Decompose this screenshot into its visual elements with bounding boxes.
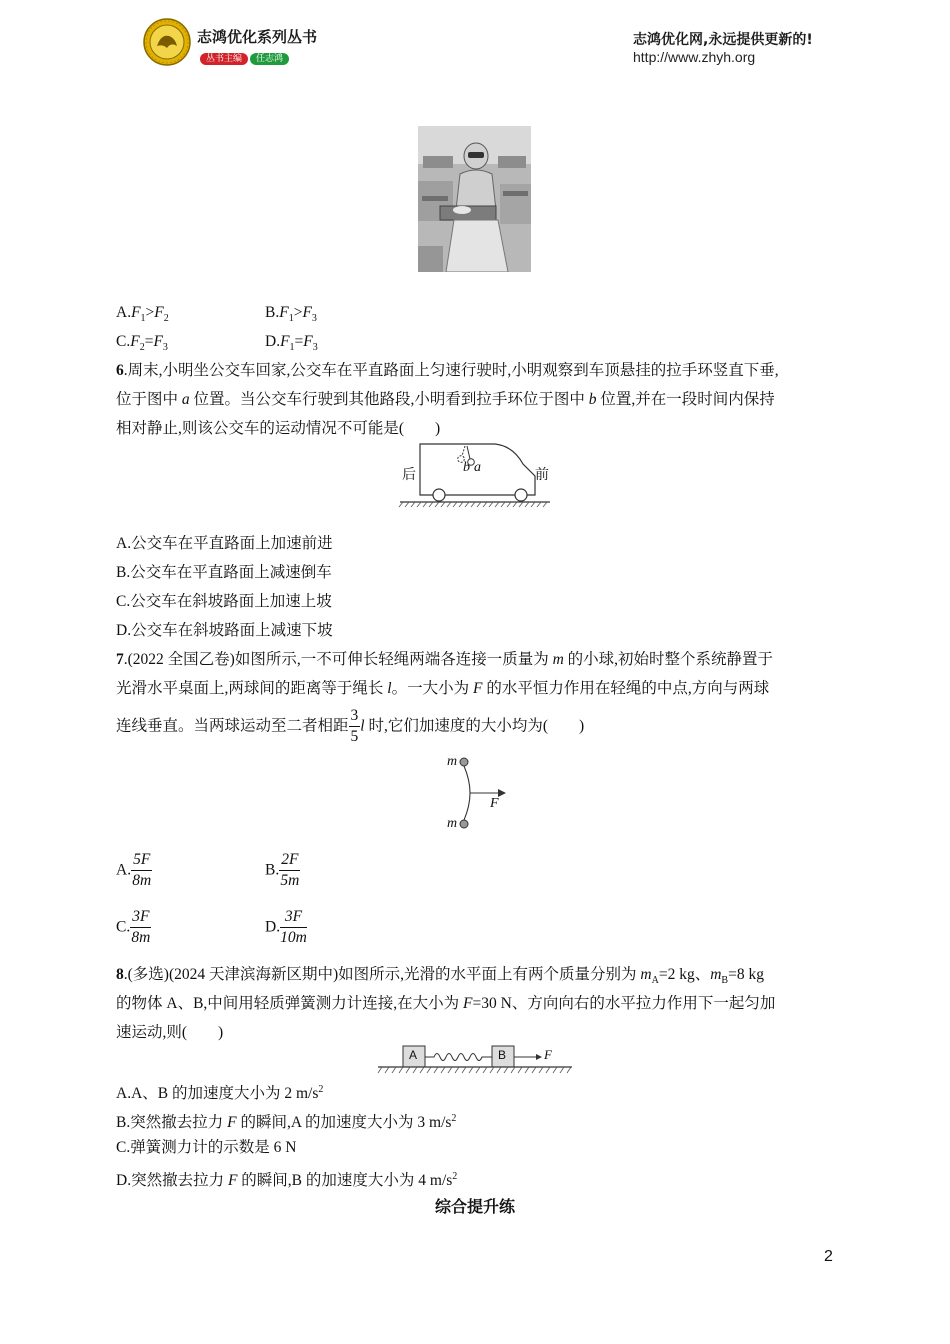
editor-pill: 丛书主编 (200, 53, 248, 65)
fraction-three-fifths: $\frac{3}{5}$ (350, 707, 359, 745)
q6-bus-diagram (395, 440, 555, 508)
q7-rope-diagram (440, 754, 520, 834)
q8-option-c[interactable]: C.弹簧测力计的示数是 6 N (116, 1139, 297, 1156)
q7-stem-line-3: 连线垂直。当两球运动至二者相距 $\frac{3}{5}$ l 时,它们加速度的大小均为( ) (116, 707, 585, 745)
strap-a (467, 446, 470, 459)
q5-option-a[interactable]: $A.F_1>F_2$ (116, 304, 169, 325)
q8-stem-line-2: 的物体 A、B,中间用轻质弹簧测力计连接,在大小为 F=30 N、方向向右的水平拉力作用下一起匀加 (116, 995, 776, 1012)
force-label: F (544, 1047, 552, 1062)
q6-stem-line-3: 相对静止,则该公交车的运动情况不可能是( ) (116, 420, 441, 437)
q5-option-c[interactable]: $C.F_2=F_3$ (116, 333, 168, 354)
q8-stem-line-1: 8.(多选)(2024 天津滨海新区期中)如图所示,光滑的水平面上有两个质量分别为 $m_A=2$ kg、$m_B=8$ kg (116, 966, 764, 987)
label-m-top: m (447, 754, 458, 769)
label-front: 前 (535, 468, 549, 483)
label-m-bottom: m (447, 816, 458, 831)
q6-option-d[interactable]: D.公交车在斜坡路面上减速下坡 (116, 622, 333, 639)
q6-stem-line-2: 位于图中 a 位置。当公交车行驶到其他路段,小明看到拉手环位于图中 b 位置,并在一段时间内保持 (116, 391, 775, 408)
publisher-seal-icon (143, 18, 191, 66)
q8-option-a[interactable]: A.A、B 的加速度大小为 2 $m/s^2$ (116, 1084, 324, 1103)
site-url[interactable]: http://www.zhyh.org (633, 49, 756, 65)
label-back: 后 (402, 468, 416, 483)
label-force: F (490, 796, 499, 811)
q7-stem-line-2: 光滑水平桌面上,两球间的距离等于绳长 l。一大小为 F 的水平恒力作用在轻绳的中点,方向与两球 (116, 680, 770, 697)
q7-stem-line-1: 7.(2022 全国乙卷)如图所示,一不可伸长轻绳两端各连接一质量为 m 的小球,初始时整个系统静置于 (116, 651, 774, 668)
q8-option-b[interactable]: B.突然撤去拉力 F 的瞬间,A 的加速度大小为 3 $m/s^2$ (116, 1113, 457, 1132)
q8-stem-line-3: 速运动,则( ) (116, 1024, 224, 1041)
robot-waiter-photo (418, 126, 531, 272)
q6-stem-line-1: 6.周末,小明坐公交车回家,公交车在平直路面上匀速行驶时,小明观察到车顶悬挂的拉手环竖直下垂, (116, 362, 779, 379)
label-b: b (463, 460, 470, 475)
q7-option-d[interactable]: D. $\frac{3F}{10m}$ (265, 908, 307, 946)
page-number: 2 (824, 1248, 833, 1265)
q5-option-b[interactable]: $B.F_1>F_3$ (265, 304, 317, 325)
slogan: 志鸿优化网,永远提供更新的! (633, 32, 813, 48)
q7-option-a[interactable]: A. $\frac{5F}{8m}$ (116, 851, 152, 889)
q8-option-d[interactable]: D.突然撤去拉力 F 的瞬间,B 的加速度大小为 4 $m/s^2$ (116, 1171, 458, 1190)
q6-option-a[interactable]: A.公交车在平直路面上加速前进 (116, 535, 333, 552)
header (0, 0, 950, 80)
block-b-label: B (498, 1048, 507, 1062)
q8-spring-diagram (376, 1043, 576, 1075)
section-title: 综合提升练 (434, 1197, 515, 1216)
q7-option-b[interactable]: B. $\frac{2F}{5m}$ (265, 851, 300, 889)
brand-title: 志鸿优化系列丛书 (197, 28, 318, 46)
q6-option-c[interactable]: C.公交车在斜坡路面上加速上坡 (116, 593, 332, 610)
q6-option-b[interactable]: B.公交车在平直路面上减速倒车 (116, 564, 332, 581)
q7-option-c[interactable]: C. $\frac{3F}{8m}$ (116, 908, 151, 946)
label-a: a (474, 460, 481, 475)
editor-name-pill: 任志鸿 (250, 53, 289, 65)
block-a-label: A (409, 1048, 418, 1062)
q5-option-d[interactable]: $D.F_1=F_3$ (265, 333, 318, 354)
